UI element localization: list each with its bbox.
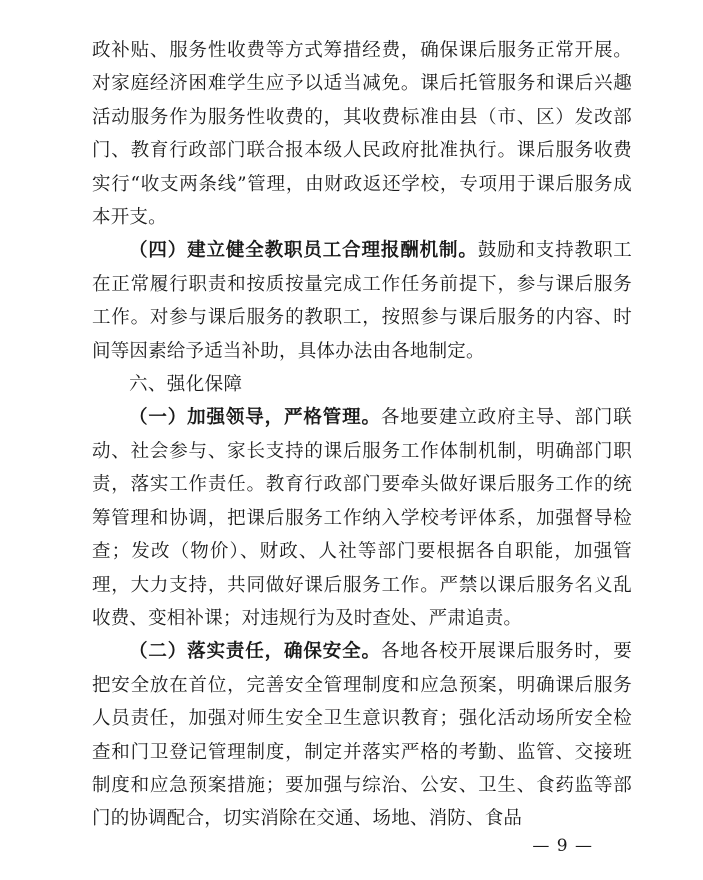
document-body bbox=[92, 34, 632, 836]
paragraph-leadership-text: 各地要建立政府主导、部门联动、社会参与、家长支持的课后服务工作体制机制，明确部门职责，落实工作责任。教育行政部门要牵头做好课后服务工作的统筹管理和协调，把课后服务工作纳入学校考评体系，加强督导检查；发改（物价）、财政、人社等部门要根据各自职能，加强管理，大力支持，共同做好课后服务工作。严禁以课后服务名义乱收费、变相补课；对违规行为及时查处、严肃追责。 bbox=[92, 407, 632, 629]
paragraph-remuneration bbox=[92, 234, 632, 368]
paragraph-funding-text: 政补贴、服务性收费等方式筹措经费，确保课后服务正常开展。对家庭经济困难学生应予以适当减免。课后托管服务和课后兴趣活动服务作为服务性收费的，其收费标准由县（市、区）发改部门、教育行政部门联合报本级人民政府批准执行。课后服务收费实行“收支两条线”管理，由财政返还学校，专项用于课后服务成本开支。 bbox=[92, 40, 632, 229]
page-footer bbox=[0, 836, 703, 856]
paragraph-safety bbox=[92, 635, 632, 835]
section-heading-leadership: （一）加强领导，严格管理。 bbox=[129, 407, 381, 429]
paragraph-funding bbox=[92, 34, 632, 234]
paragraph-remuneration-text: 鼓励和支持教职工在正常履行职责和按质按量完成工作任务前提下，参与课后服务工作。对参与课后服务的教职工，按照参与课后服务的内容、时间等因素给予适当补助，具体办法由各地制定。 bbox=[92, 240, 632, 362]
paragraph-leadership bbox=[92, 401, 632, 635]
chapter-heading-safeguards: 六、强化保障 bbox=[129, 374, 243, 396]
section-heading-safety: （二）落实责任，确保安全。 bbox=[129, 641, 381, 663]
page-number: — 9 — bbox=[532, 836, 593, 856]
paragraph-safety-text: 各地各校开展课后服务时，要把安全放在首位，完善安全管理制度和应急预案，明确课后服务人员责任，加强对师生安全卫生意识教育；强化活动场所安全检查和门卫登记管理制度，制定并落实严格的考勤、监管、交接班制度和应急预案措施；要加强与综治、公安、卫生、食药监等部门的协调配合，切实消除在交通、场地、消防、食品 bbox=[92, 641, 632, 830]
section-heading-remuneration: （四）建立健全教职员工合理报酬机制。 bbox=[129, 240, 478, 262]
